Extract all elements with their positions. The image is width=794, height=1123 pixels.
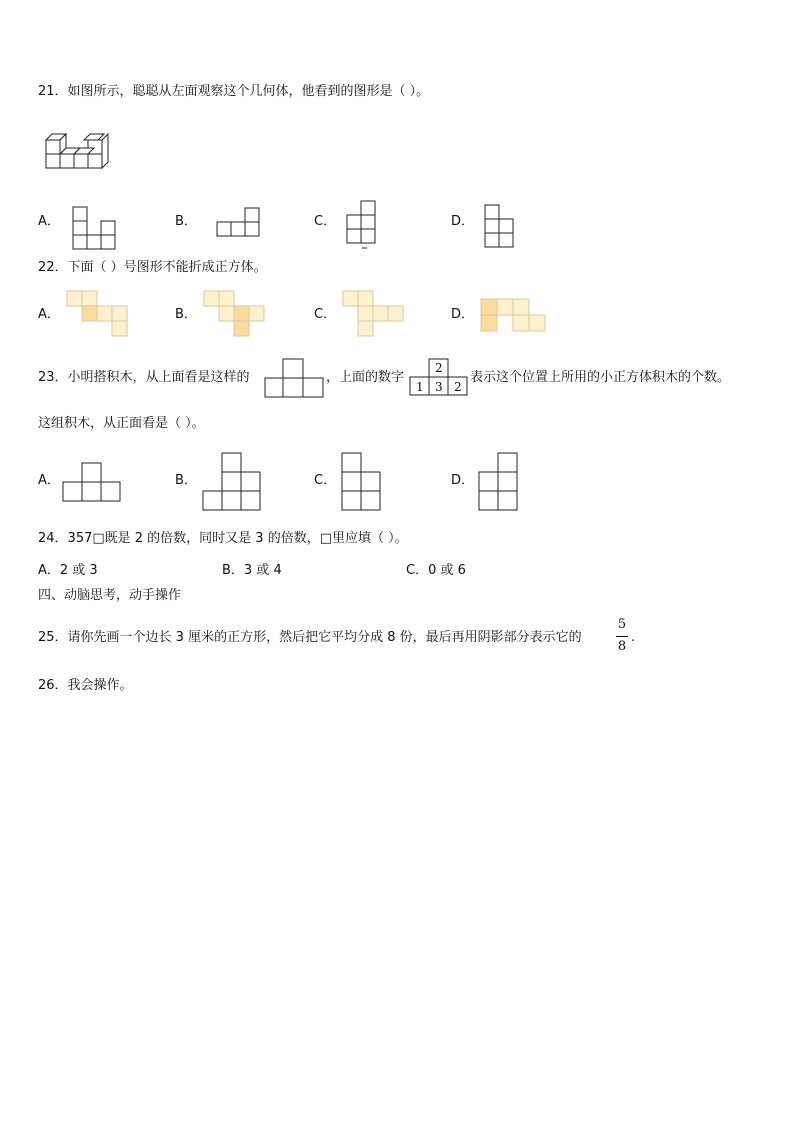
q22-option-a-net[interactable] bbox=[66, 290, 130, 338]
q25-tail: . bbox=[631, 630, 636, 645]
q24-option-a[interactable]: A．2 或 3 bbox=[38, 563, 98, 578]
q23-option-d-label[interactable]: D． bbox=[451, 473, 475, 488]
q23-grid-number-right: 2 bbox=[454, 380, 462, 394]
q21-stem: 21．如图所示，聪聪从左面观察这个几何体，他看到的图形是（ ）。 bbox=[38, 84, 430, 99]
q23-option-d-figure[interactable] bbox=[478, 452, 520, 512]
q22-option-c-label[interactable]: C． bbox=[314, 307, 337, 322]
q25-fraction-denominator: 8 bbox=[617, 639, 627, 654]
q21-option-b-figure[interactable] bbox=[216, 207, 262, 237]
q23-grid-number-top: 2 bbox=[435, 361, 443, 375]
q23-grid-number-left: 1 bbox=[416, 380, 424, 394]
q21-option-d-label[interactable]: D． bbox=[451, 214, 475, 229]
q22-option-b-net[interactable] bbox=[203, 290, 267, 338]
q23-stem-part1: 23．小明搭积木，从上面看是这样的 bbox=[38, 370, 250, 385]
q22-stem: 22．下面（ ）号图形不能折成正方体。 bbox=[38, 260, 267, 275]
q22-option-d-label[interactable]: D． bbox=[451, 307, 475, 322]
q23-option-a-figure[interactable] bbox=[62, 462, 122, 502]
q25-fraction-numerator: 5 bbox=[617, 617, 627, 632]
q23-grid-number-middle: 3 bbox=[435, 380, 443, 394]
q23-option-b-figure[interactable] bbox=[202, 452, 262, 512]
q21-option-c-figure[interactable] bbox=[346, 200, 378, 250]
q21-option-a-label[interactable]: A． bbox=[38, 214, 60, 229]
q25-stem: 25．请你先画一个边长 3 厘米的正方形，然后把它平均分成 8 份，最后再用阴影部分表示它的 bbox=[38, 630, 582, 645]
q21-option-c-label[interactable]: C． bbox=[314, 214, 337, 229]
q26-stem: 26．我会操作。 bbox=[38, 678, 133, 693]
q21-option-b-label[interactable]: B． bbox=[175, 214, 197, 229]
q21-solid-figure bbox=[44, 124, 106, 174]
q24-stem: 24．357□既是 2 的倍数，同时又是 3 的倍数，□里应填（ ）。 bbox=[38, 531, 408, 546]
q25-fraction-bar bbox=[616, 636, 628, 637]
q22-option-b-label[interactable]: B． bbox=[175, 307, 197, 322]
section-4-title: 四、动脑思考，动手操作 bbox=[38, 588, 182, 603]
q23-option-c-label[interactable]: C． bbox=[314, 473, 337, 488]
q24-option-c[interactable]: C．0 或 6 bbox=[406, 563, 466, 578]
q22-option-a-label[interactable]: A． bbox=[38, 307, 60, 322]
q22-option-d-net[interactable] bbox=[480, 298, 546, 332]
q21-option-d-figure[interactable] bbox=[484, 204, 516, 248]
q23-stem-part2: ，上面的数字 bbox=[326, 370, 405, 385]
q22-option-c-net[interactable] bbox=[342, 290, 406, 338]
q23-stem-line2: 这组积木，从正面看是（ ）。 bbox=[38, 416, 205, 431]
q23-top-view-figure bbox=[264, 358, 326, 400]
q23-number-grid bbox=[409, 358, 469, 398]
q23-option-c-figure[interactable] bbox=[341, 452, 383, 512]
q24-option-b[interactable]: B．3 或 4 bbox=[222, 563, 282, 578]
q23-option-b-label[interactable]: B． bbox=[175, 473, 197, 488]
q21-option-a-figure[interactable] bbox=[72, 206, 116, 250]
q23-stem-part3: 表示这个位置上所用的小正方体积木的个数。 bbox=[470, 370, 731, 385]
q23-option-a-label[interactable]: A． bbox=[38, 473, 60, 488]
